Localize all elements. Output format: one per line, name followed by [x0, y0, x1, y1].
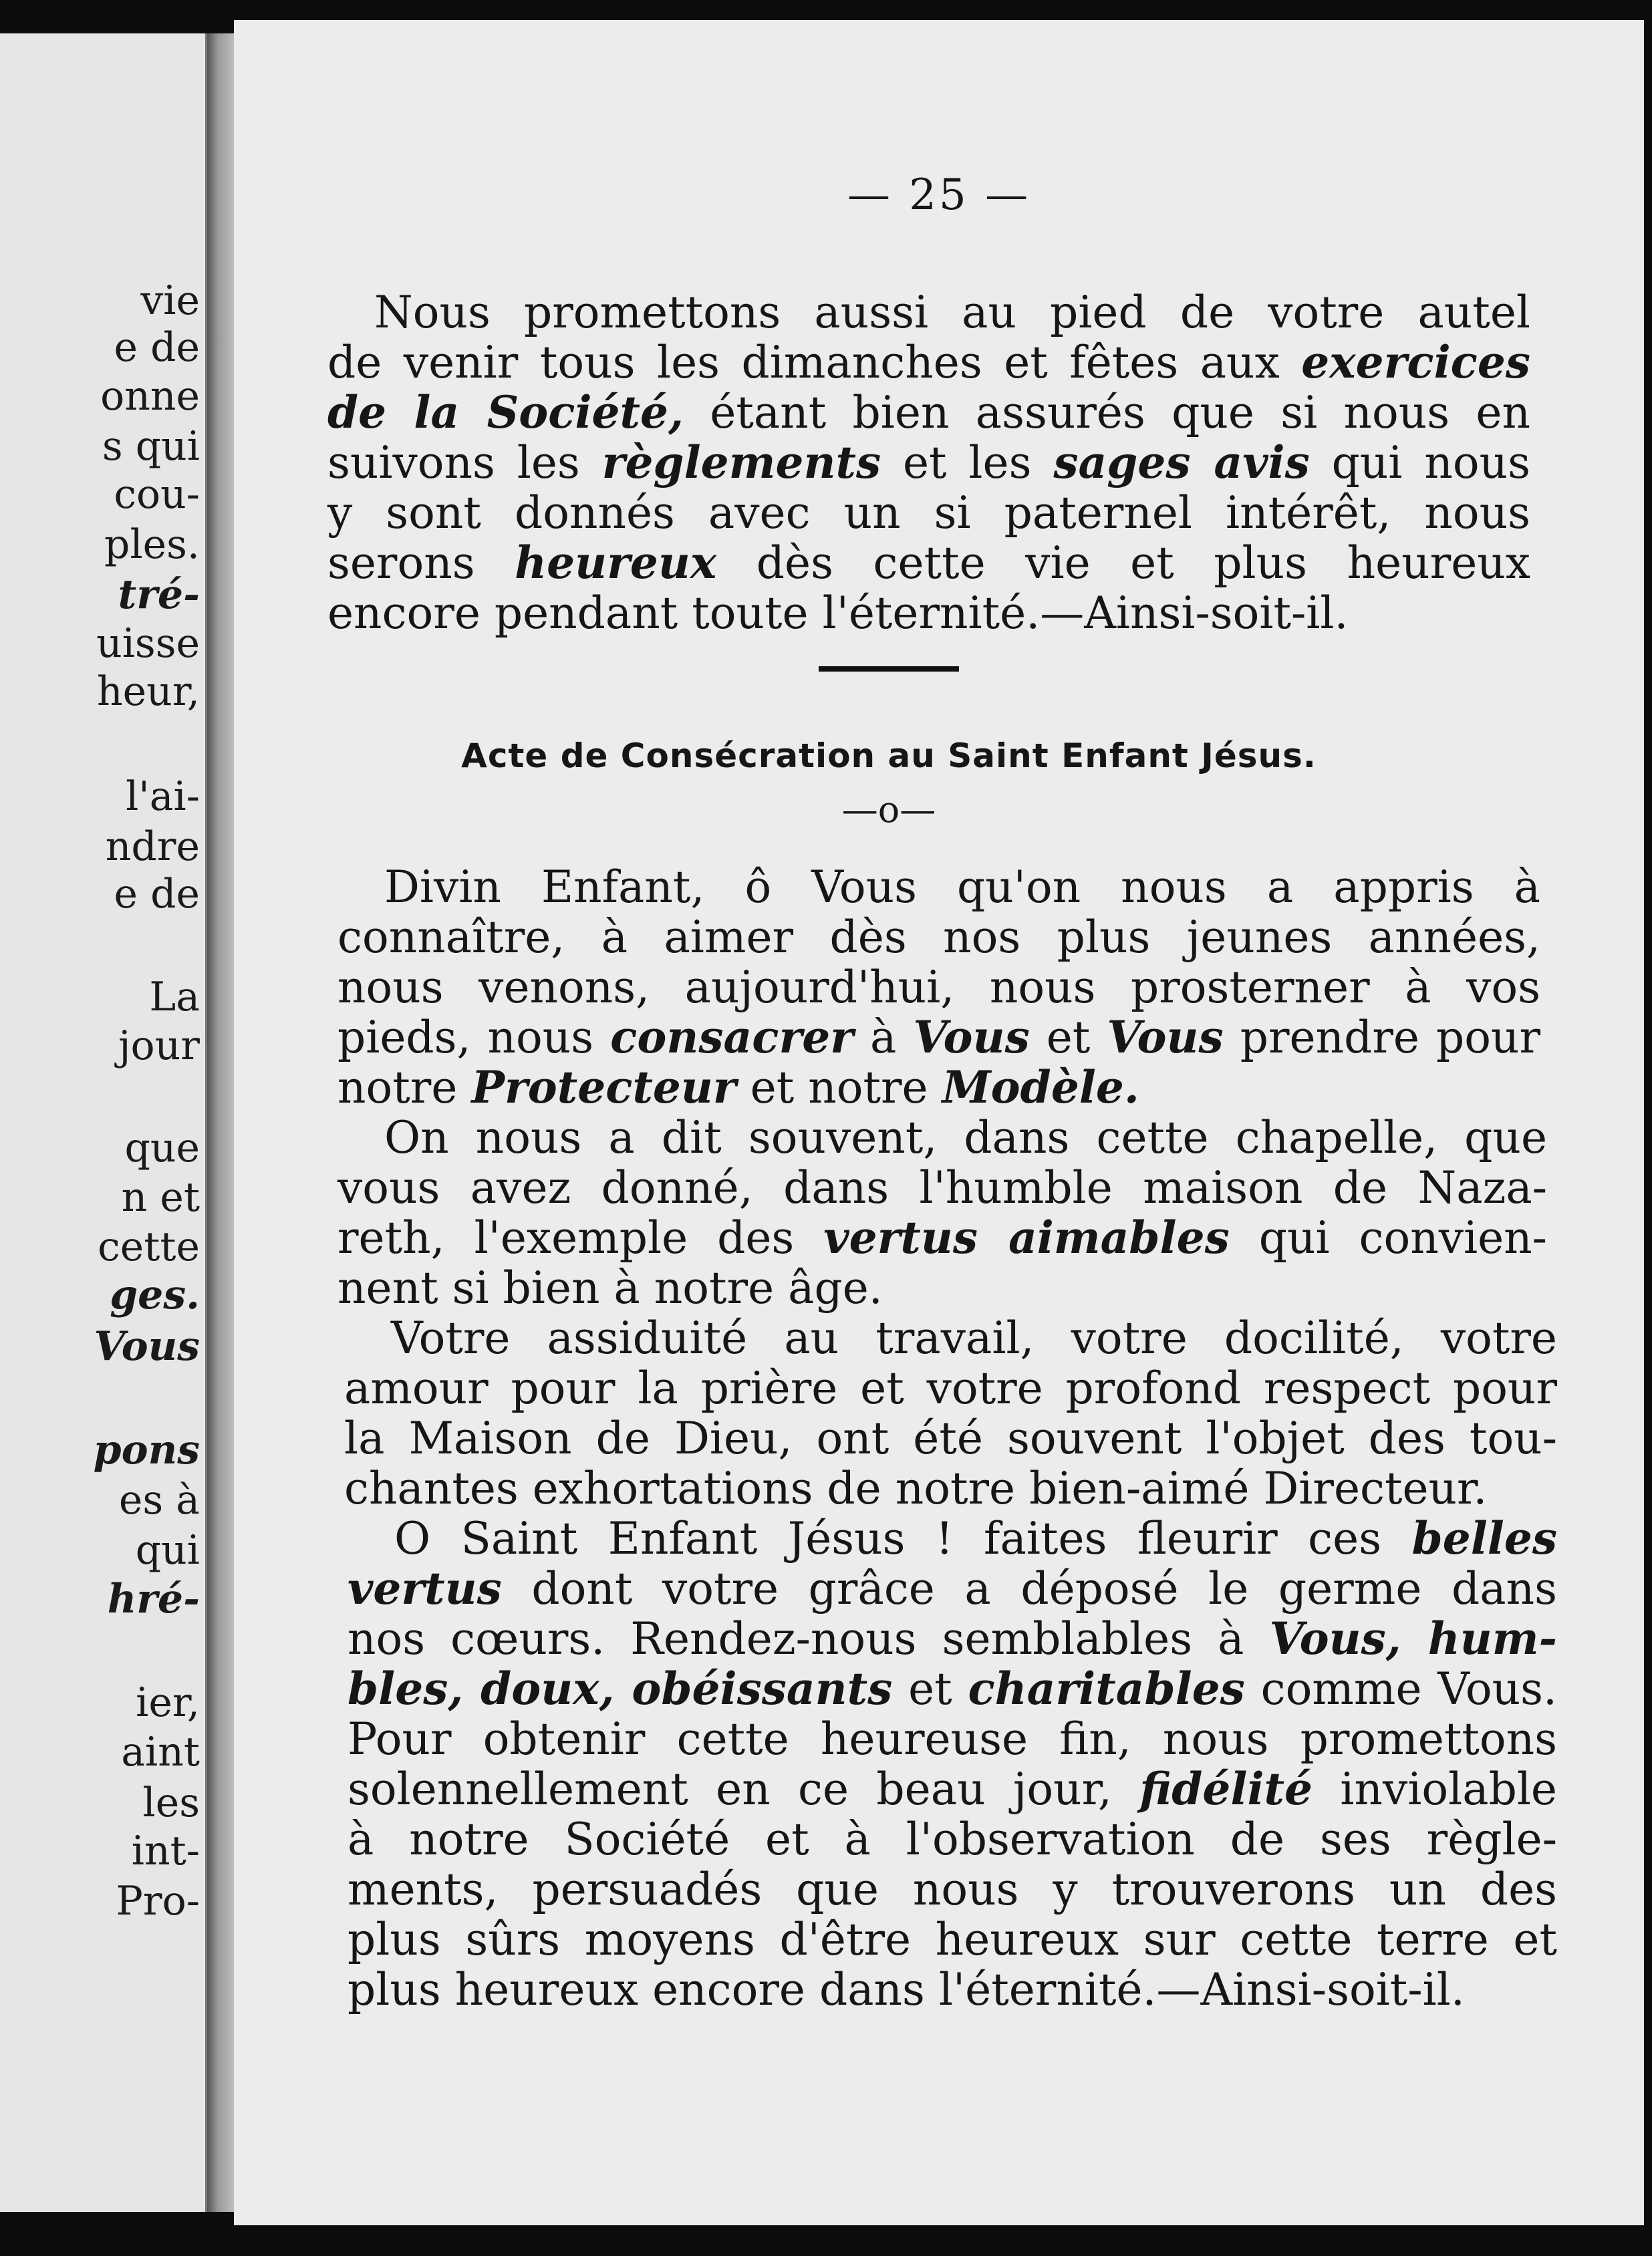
paragraph-promise: [327, 287, 1530, 638]
text-line: [337, 862, 1540, 912]
emphasis-run: belles: [1411, 1512, 1557, 1564]
text-line: [348, 1814, 1557, 1864]
text-run: nent si bien à notre âge.: [337, 1262, 883, 1314]
text-run: O Saint Enfant Jésus ! faites fleurir ces: [394, 1513, 1412, 1564]
facing-page-line: que: [124, 1125, 200, 1171]
text-run: Divin Enfant, ô Vous qu'on nous a appris à: [384, 861, 1540, 913]
facing-page-line: hré-: [107, 1576, 200, 1623]
facing-page-line: qui: [135, 1527, 200, 1574]
facing-page-line: cou-: [114, 471, 200, 518]
text-run: amour pour la prière et votre profond respect pour: [344, 1363, 1557, 1414]
emphasis-run: Protecteur: [471, 1061, 736, 1113]
facing-page-line: jour: [118, 1022, 200, 1069]
facing-page-line: es à: [118, 1477, 200, 1524]
text-run: On nous a dit souvent, dans cette chapelle, que: [384, 1112, 1547, 1163]
emphasis-run: vertus aimables: [823, 1212, 1230, 1264]
facing-page-line: int-: [131, 1828, 200, 1874]
text-line: [327, 538, 1530, 588]
text-line: [337, 1063, 1540, 1113]
text-line: [327, 488, 1530, 538]
text-line: [348, 1764, 1557, 1814]
text-line: [337, 1213, 1547, 1263]
facing-page-line: Pro-: [116, 1878, 200, 1925]
text-run: chantes exhortations de notre bien-aimé Directeur.: [344, 1463, 1488, 1514]
facing-page-line: tré-: [118, 571, 200, 618]
text-line: [337, 962, 1540, 1012]
facing-page-line: e de: [114, 324, 200, 371]
emphasis-run: exercices: [1301, 336, 1530, 388]
text-line: [337, 1163, 1547, 1213]
text-line: [337, 1263, 1547, 1313]
facing-page-line: cette: [98, 1224, 200, 1270]
text-run: à: [853, 1012, 914, 1063]
text-run: reth, l'exemple des: [337, 1212, 824, 1264]
emphasis-run: consacrer: [610, 1011, 854, 1063]
emphasis-run: vertus: [348, 1562, 502, 1614]
text-run: comme Vous.: [1244, 1663, 1557, 1715]
facing-page-line: ndre: [105, 823, 200, 870]
text-run: qui convien-: [1229, 1212, 1547, 1264]
text-line: [337, 1113, 1547, 1163]
paragraph-divin-enfant: [337, 862, 1540, 1113]
text-line: [327, 337, 1530, 388]
text-run: Nous promettons aussi au pied de votre autel: [374, 287, 1530, 338]
facing-page-line: onne: [100, 373, 200, 420]
paragraph-saint-enfant: [348, 1514, 1557, 2015]
emphasis-run: charitables: [968, 1663, 1245, 1715]
text-run: serons: [327, 537, 515, 589]
text-line: [348, 1614, 1557, 1664]
text-line: [327, 388, 1530, 438]
paragraph-assiduite: [344, 1313, 1557, 1514]
text-run: notre: [337, 1062, 472, 1113]
text-run: qui nous: [1309, 437, 1531, 488]
text-run: plus heureux encore dans l'éternité.—Ainsi-soit-il.: [348, 1964, 1465, 2015]
facing-page-line: ier,: [136, 1679, 200, 1726]
facing-page-line: pons: [93, 1427, 200, 1473]
text-run: et notre: [736, 1062, 942, 1113]
emphasis-run: règlements: [601, 436, 881, 488]
facing-page-line: ges.: [110, 1272, 200, 1318]
text-run: ments, persuadés que nous y trouverons un des: [348, 1864, 1557, 1915]
text-line: [344, 1313, 1557, 1363]
paragraph-chapelle: [337, 1113, 1547, 1313]
text-run: nos cœurs. Rendez-nous semblables à: [348, 1613, 1270, 1665]
text-line: [348, 1714, 1557, 1764]
emphasis-run: Modèle.: [942, 1061, 1139, 1113]
text-run: et: [1029, 1012, 1107, 1063]
text-line: [327, 438, 1530, 488]
emphasis-run: Vous: [913, 1011, 1030, 1063]
facing-page-line: La: [149, 974, 200, 1020]
page: [234, 20, 1644, 2225]
text-run: pieds, nous: [337, 1012, 611, 1063]
text-run: étant bien assurés que si nous en: [683, 387, 1530, 438]
facing-page-line: heur,: [97, 668, 200, 715]
text-run: dont votre grâce a déposé le germe dans: [501, 1563, 1557, 1614]
facing-page-line: ples.: [104, 521, 200, 568]
text-line: [337, 912, 1540, 962]
text-run: Votre assiduité au travail, votre docilité, votre: [391, 1312, 1557, 1364]
text-run: la Maison de Dieu, ont été souvent l'objet des tou-: [344, 1413, 1557, 1464]
text-run: plus sûrs moyens d'être heureux sur cette terre et: [348, 1914, 1557, 1965]
section-heading: Acte de Consécration au Saint Enfant Jésus.: [461, 736, 1317, 775]
facing-page-line: uisse: [96, 620, 200, 667]
text-line: [344, 1463, 1557, 1514]
separator: —o—: [841, 789, 936, 831]
emphasis-run: Vous: [1107, 1011, 1224, 1063]
facing-page-line: Vous: [94, 1323, 200, 1370]
text-run: de venir tous les dimanches et fêtes aux: [327, 337, 1302, 388]
text-line: [327, 287, 1530, 337]
emphasis-run: heureux: [515, 537, 717, 589]
emphasis-run: fidélité: [1139, 1763, 1313, 1815]
text-line: [348, 1514, 1557, 1564]
text-run: et: [892, 1663, 968, 1715]
facing-page-line: aint: [121, 1729, 200, 1776]
text-line: [348, 1915, 1557, 1965]
text-run: inviolable: [1313, 1764, 1557, 1815]
facing-page-line: vie: [140, 277, 200, 324]
emphasis-run: bles, doux, obéissants: [348, 1663, 893, 1715]
text-run: et les: [881, 437, 1054, 488]
text-run: dès cette vie et plus heureux: [716, 537, 1531, 589]
facing-page-line: l'ai-: [126, 773, 200, 820]
facing-page-fragment: [0, 33, 207, 2212]
text-run: prendre pour: [1223, 1012, 1540, 1063]
text-run: Pour obtenir cette heureuse fin, nous promettons: [348, 1713, 1557, 1765]
text-line: [337, 1012, 1540, 1063]
text-run: suivons les: [327, 437, 602, 488]
section-rule: [819, 666, 959, 672]
emphasis-run: de la Société,: [327, 386, 684, 438]
text-run: vous avez donné, dans l'humble maison de Naza-: [337, 1162, 1547, 1214]
text-run: connaître, à aimer dès nos plus jeunes années,: [337, 911, 1540, 963]
text-run: à notre Société et à l'observation de ses règle-: [348, 1814, 1557, 1865]
book-gutter: [207, 33, 234, 2212]
text-run: encore pendant toute l'éternité.—Ainsi-soit-il.: [327, 587, 1349, 639]
facing-page-line: e de: [114, 871, 200, 918]
text-line: [344, 1363, 1557, 1413]
text-line: [348, 1664, 1557, 1714]
text-line: [344, 1413, 1557, 1463]
text-line: [348, 1864, 1557, 1915]
text-line: [348, 1965, 1557, 2015]
text-run: solennellement en ce beau jour,: [348, 1764, 1140, 1815]
text-line: [327, 588, 1530, 638]
text-run: y sont donnés avec un si paternel intérêt, nous: [327, 487, 1530, 539]
facing-page-line: les: [142, 1780, 200, 1826]
facing-page-line: s qui: [102, 423, 200, 470]
facing-page-line: n et: [121, 1174, 200, 1221]
text-line: [348, 1564, 1557, 1614]
text-run: nous venons, aujourd'hui, nous prosterner à vos: [337, 962, 1540, 1013]
page-number: — 25 —: [847, 170, 1031, 220]
emphasis-run: sages avis: [1053, 436, 1310, 488]
emphasis-run: Vous, hum-: [1269, 1612, 1557, 1665]
